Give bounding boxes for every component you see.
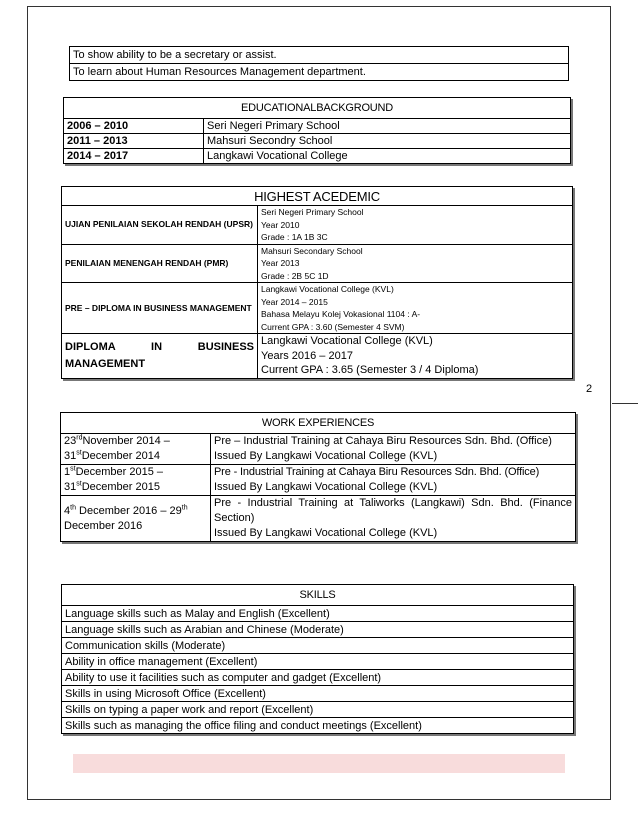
detail-line: Current GPA : 3.60 (Semester 4 SVM): [261, 321, 405, 332]
academic-table: [61, 186, 573, 379]
detail-line: Grade : 2B 5C 1D: [261, 270, 329, 281]
skill-item: Ability in office management (Excellent): [62, 654, 574, 670]
qualification-details: [258, 334, 573, 379]
education-years: 2011 – 2013: [64, 134, 204, 149]
education-years: 2006 – 2010: [64, 119, 204, 134]
work-dates: 23rdNovember 2014 – 31stDecember 2014: [61, 434, 211, 465]
skill-item: Communication skills (Moderate): [62, 638, 574, 654]
skills-table: [61, 584, 574, 734]
table-row: [62, 244, 573, 283]
work-description: Pre - Industrial Training at Taliworks (Langkawi) Sdn. Bhd. (Finance Section) Issued By Langkawi Vocational College (KVL): [211, 496, 576, 542]
qualification-name: DIPLOMA IN BUSINESS MANAGEMENT: [62, 334, 258, 379]
work-title: WORK EXPERIENCES: [61, 413, 576, 434]
table-row: [62, 606, 574, 622]
detail-line: Year 2010: [261, 219, 300, 230]
academic-title: HIGHEST ACEDEMIC: [62, 187, 573, 206]
detail-line: Langkawi Vocational College (KVL): [261, 335, 433, 347]
qualification-details: [258, 206, 573, 245]
detail-line: Year 2014 – 2015: [261, 296, 328, 307]
skill-item: Skills on typing a paper work and report (Excellent): [62, 702, 574, 718]
detail-line: Current GPA : 3.65 (Semester 3 / 4 Diploma): [261, 364, 479, 376]
objective-text: To show ability to be a secretary or assist.: [70, 47, 569, 64]
table-row: [62, 622, 574, 638]
work-dates: 1stDecember 2015 – 31stDecember 2015: [61, 465, 211, 496]
skills-title: SKILLS: [62, 585, 574, 606]
work-dates: 4th December 2016 – 29th December 2016: [61, 496, 211, 542]
detail-line: Years 2016 – 2017: [261, 349, 353, 362]
table-row: [64, 149, 571, 164]
table-row: [70, 64, 569, 81]
education-title: EDUCATIONALBACKGROUND: [64, 98, 571, 119]
work-table: [60, 412, 576, 542]
skill-item: Skills in using Microsoft Office (Excellent): [62, 686, 574, 702]
skill-item: Ability to use it facilities such as computer and gadget (Excellent): [62, 670, 574, 686]
table-row: [64, 134, 571, 149]
objectives-table: [69, 46, 569, 81]
skill-item: Language skills such as Malay and English (Excellent): [62, 606, 574, 622]
table-row: [61, 496, 576, 542]
detail-line: Langkawi Vocational College (KVL): [261, 284, 394, 294]
skill-item: Skills such as managing the office filing and conduct meetings (Excellent): [62, 718, 574, 734]
detail-line: Seri Negeri Primary School: [261, 207, 364, 217]
table-row: [61, 434, 576, 465]
education-school: Seri Negeri Primary School: [204, 119, 571, 134]
table-row: [62, 654, 574, 670]
table-row: [62, 718, 574, 734]
table-row: [62, 702, 574, 718]
qualification-name: PENILAIAN MENENGAH RENDAH (PMR): [62, 244, 258, 283]
footer-band: [73, 754, 565, 773]
detail-line: Year 2013: [261, 258, 300, 268]
page-number: 2: [586, 383, 593, 395]
qualification-details: [258, 283, 573, 334]
qualification-name: UJIAN PENILAIAN SEKOLAH RENDAH (UPSR): [62, 206, 258, 245]
skill-item: Language skills such as Arabian and Chinese (Moderate): [62, 622, 574, 638]
table-row: [61, 465, 576, 496]
work-description: Pre - Industrial Training at Cahaya Biru Resources Sdn. Bhd. (Office) Issued By Langkawi Vocational College (KVL): [211, 465, 576, 496]
table-row: [62, 686, 574, 702]
education-years: 2014 – 2017: [64, 149, 204, 164]
table-row: [62, 638, 574, 654]
education-school: Langkawi Vocational College: [204, 149, 571, 164]
education-table: [63, 97, 571, 164]
table-row: [62, 334, 573, 379]
table-row: [62, 283, 573, 334]
detail-line: Bahasa Melayu Kolej Vokasional 1104 : A-: [261, 309, 421, 319]
qualification-name: PRE – DIPLOMA IN BUSINESS MANAGEMENT: [62, 283, 258, 334]
detail-line: Mahsuri Secondary School: [261, 245, 363, 256]
table-row: [62, 670, 574, 686]
table-row: [62, 206, 573, 245]
objective-text: To learn about Human Resources Management department.: [70, 64, 569, 81]
detail-line: Grade : 1A 1B 3C: [261, 232, 328, 242]
page-number-rule: [612, 403, 638, 404]
table-row: [64, 119, 571, 134]
table-row: [70, 47, 569, 64]
work-description: Pre – Industrial Training at Cahaya Biru Resources Sdn. Bhd. (Office) Issued By Langkawi Vocational College (KVL): [211, 434, 576, 465]
education-school: Mahsuri Secondry School: [204, 134, 571, 149]
qualification-details: [258, 244, 573, 283]
